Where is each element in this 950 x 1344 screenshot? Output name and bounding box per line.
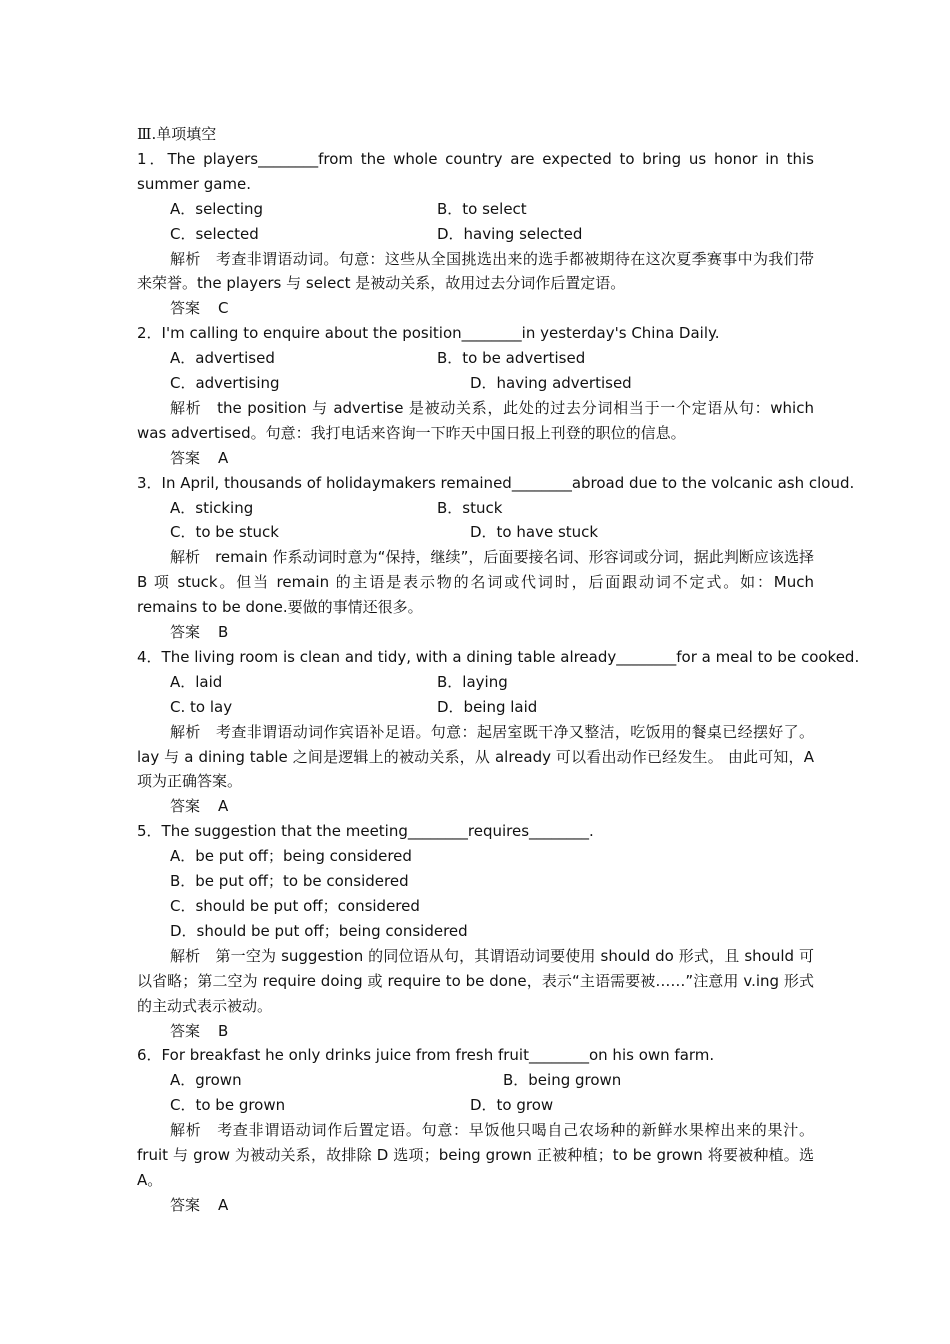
question-5-stem: 5．The suggestion that the meeting________requires________. (137, 822, 594, 841)
question-3-answer (137, 620, 814, 645)
question-4-analysis (137, 720, 814, 795)
question-1-option-a: A．selecting (170, 199, 264, 218)
question-2-option-a: A．advertised (170, 349, 275, 368)
question-4-option-b: B．laying (437, 672, 508, 691)
question-6-options-row-2 (137, 1093, 814, 1118)
question-6-option-d: D．to grow (470, 1096, 554, 1115)
question-2-options-row-1 (137, 346, 814, 371)
question-4-analysis-text: 考查非谓语动词作宾语补足语。句意：起居室既干净又整洁，吃饭用的餐桌已经摆好了。lay 与 a dining table 之间是逻辑上的被动关系，从 already 可以看出动作已经发生。 由此可知，A 项为正确答案。 (137, 722, 814, 791)
question-5-option-a: A．be put off；being considered (170, 847, 412, 866)
question-2-analysis (137, 396, 814, 446)
question-2-analysis-text: the position 与 advertise 是被动关系，此处的过去分词相当于一个定语从句：which was advertised。句意：我打电话来咨询一下昨天中国日报上刊登的职位的信息。 (137, 398, 814, 442)
analysis-label: 解析 (170, 398, 202, 417)
question-5-option-d: D．should be put off；being considered (170, 921, 468, 940)
question-3-stem: 3．In April, thousands of holidaymakers remained________abroad due to the volcanic ash cloud. (137, 473, 855, 492)
question-4-options-row-2 (137, 695, 814, 720)
question-4-option-c: C. to lay (170, 697, 233, 716)
question-6-answer (137, 1193, 814, 1218)
question-5-analysis (137, 944, 814, 1019)
question-2-option-c: C．advertising (170, 374, 280, 393)
question-6-option-a: A．grown (170, 1071, 242, 1090)
question-6-analysis (137, 1118, 814, 1193)
question-4-answer (137, 794, 814, 819)
question-2-option-b: B．to be advertised (437, 349, 586, 368)
question-5-answer-value: B (218, 1021, 229, 1040)
question-6-options-row-1 (137, 1068, 814, 1093)
section-title: Ⅲ.单项填空 (137, 125, 217, 143)
question-3-analysis (137, 545, 814, 620)
analysis-label: 解析 (170, 722, 201, 741)
question-2-options-row-2 (137, 371, 814, 396)
question-6-option-c: C．to be grown (170, 1096, 286, 1115)
question-1-stem: 1．The players________from the whole country are expected to bring us honor in this summer game. (137, 149, 814, 193)
question-2-option-d: D．having advertised (470, 374, 632, 393)
question-1-answer (137, 296, 814, 321)
analysis-label: 解析 (170, 1121, 202, 1140)
question-5-option-c: C．should be put off；considered (170, 896, 420, 915)
question-2-answer-value: A (218, 448, 229, 467)
answer-label: 答案 (170, 797, 201, 816)
question-1-option-d: D．having selected (437, 224, 583, 243)
question-6-option-b: B．being grown (503, 1071, 622, 1090)
question-3-analysis-text: remain 作系动词时意为“保持，继续”，后面要接名词、形容词或分词，据此判断应该选择 B 项 stuck。但当 remain 的主语是表示物的名词或代词时，后面跟动词不定式。如：Much remains to be done.要做的事情还很多。 (137, 548, 814, 617)
question-1-analysis-text: 考查非谓语动词。句意：这些从全国挑选出来的选手都被期待在这次夏季赛事中为我们带来荣誉。the players 与 select 是被动关系，故用过去分词作后置定语。 (137, 249, 814, 293)
document-content (137, 122, 860, 1218)
question-3-option-d: D．to have stuck (470, 523, 599, 542)
question-3-option-b: B．stuck (437, 498, 503, 517)
question-1-analysis (137, 247, 814, 297)
question-3-options-row-2 (137, 520, 814, 545)
question-6-answer-value: A (218, 1195, 229, 1214)
analysis-label: 解析 (170, 548, 201, 567)
question-1-options-row-2 (137, 222, 814, 247)
question-2-answer (137, 446, 814, 471)
answer-label: 答案 (170, 448, 201, 467)
analysis-label: 解析 (170, 946, 201, 965)
question-3-option-c: C．to be stuck (170, 523, 279, 542)
question-1-answer-value: C (218, 299, 229, 318)
answer-label: 答案 (170, 623, 201, 642)
question-4-options-row-1 (137, 670, 814, 695)
question-4-option-a: A．laid (170, 672, 223, 691)
analysis-label: 解析 (170, 249, 201, 268)
question-4-stem: 4．The living room is clean and tidy, with a dining table already________for a meal to be cooked. (137, 647, 860, 666)
question-1-options-row-1 (137, 197, 814, 222)
question-5-answer (137, 1019, 814, 1044)
question-6-analysis-text: 考查非谓语动词作后置定语。句意：早饭他只喝自己农场种的新鲜水果榨出来的果汁。fruit 与 grow 为被动关系，故排除 D 选项；being grown 正被种植；to be grown 将要被种植。选 A。 (137, 1121, 814, 1189)
question-3-option-a: A．sticking (170, 498, 254, 517)
question-1-option-b: B．to select (437, 199, 527, 218)
question-4-option-d: D．being laid (437, 697, 538, 716)
question-2-stem: 2．I'm calling to enquire about the position________in yesterday's China Daily. (137, 324, 720, 343)
answer-label: 答案 (170, 299, 201, 318)
question-1-option-c: C．selected (170, 224, 259, 243)
question-4-answer-value: A (218, 797, 229, 816)
question-3-answer-value: B (218, 623, 229, 642)
answer-label: 答案 (170, 1021, 201, 1040)
question-6-stem: 6．For breakfast he only drinks juice from fresh fruit________on his own farm. (137, 1046, 715, 1065)
question-5-option-b: B．be put off；to be considered (170, 872, 409, 891)
question-5-analysis-text: 第一空为 suggestion 的同位语从句，其谓语动词要使用 should do 形式，且 should 可以省略；第二空为 require doing 或 require to be done，表示“主语需要被……”注意用 v.ing 形式的主动式表示被动。 (137, 946, 814, 1015)
question-3-options-row-1 (137, 496, 814, 521)
answer-label: 答案 (170, 1195, 201, 1214)
